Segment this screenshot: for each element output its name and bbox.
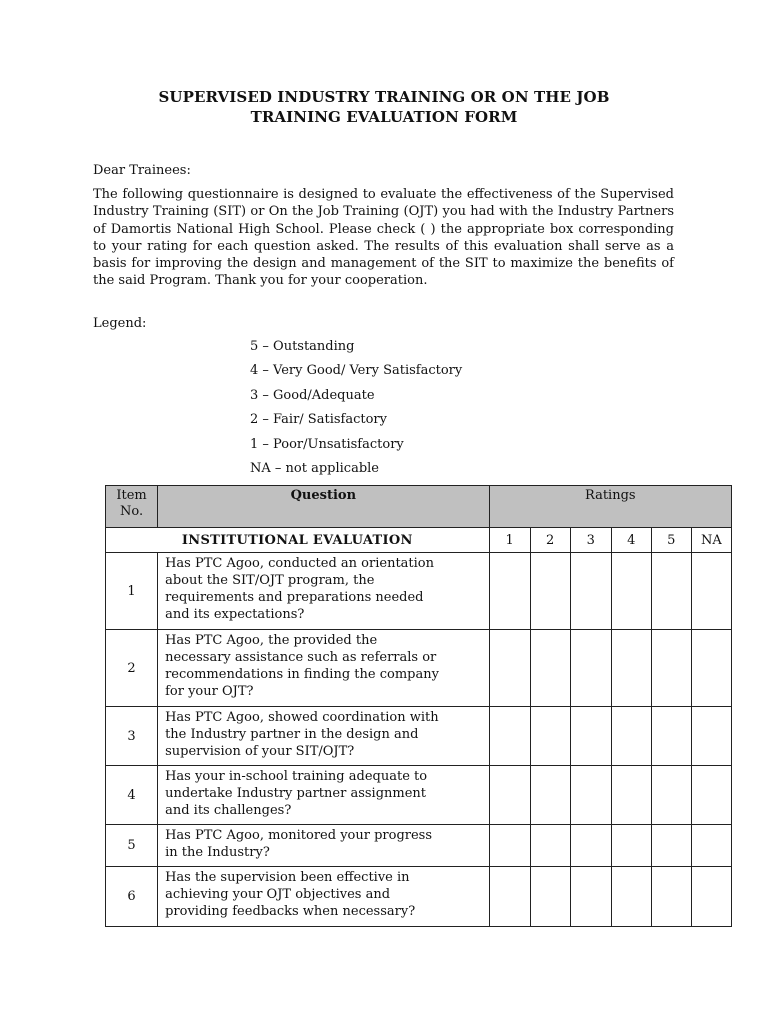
rating-box-3[interactable]	[570, 553, 611, 630]
rating-box-1[interactable]	[489, 867, 530, 927]
table-row	[106, 553, 732, 630]
question-line: Has the supervision been effective in	[165, 870, 410, 885]
rating-box-4[interactable]	[611, 707, 651, 766]
rating-box-1[interactable]	[489, 553, 530, 630]
rating-col-2: 2	[530, 528, 570, 553]
question-line: in the Industry?	[165, 845, 270, 860]
item-number: 1	[106, 553, 158, 630]
question-line: necessary assistance such as referrals or	[165, 650, 437, 665]
question-line: undertake Industry partner assignment	[165, 786, 427, 801]
question-line: supervision of your SIT/OJT?	[165, 744, 355, 759]
rating-box-1[interactable]	[489, 630, 530, 707]
rating-box-3[interactable]	[570, 825, 611, 867]
rating-box-5[interactable]	[651, 825, 691, 867]
legend-item: 2 – Fair/ Satisfactory	[250, 412, 387, 428]
question-line: and its expectations?	[165, 607, 305, 622]
rating-col-4: 4	[611, 528, 651, 553]
table-row	[106, 867, 732, 927]
section-title: INSTITUTIONAL EVALUATION	[106, 528, 490, 553]
rating-box-5[interactable]	[651, 553, 691, 630]
rating-box-2[interactable]	[530, 707, 570, 766]
rating-box-5[interactable]	[651, 867, 691, 927]
section-row	[106, 528, 732, 553]
rating-box-4[interactable]	[611, 825, 651, 867]
item-number: 6	[106, 867, 158, 927]
evaluation-table	[105, 485, 732, 927]
item-number: 4	[106, 766, 158, 825]
table-header-row	[106, 486, 732, 528]
rating-box-5[interactable]	[651, 766, 691, 825]
form-title-line-2: TRAINING EVALUATION FORM	[250, 108, 518, 126]
question-line: providing feedbacks when necessary?	[165, 904, 416, 919]
table-row	[106, 825, 732, 867]
form-title	[92, 87, 676, 127]
header-no-label: No.	[119, 504, 144, 519]
item-number: 2	[106, 630, 158, 707]
question-line: recommendations in finding the company	[165, 667, 439, 682]
question-text	[158, 825, 490, 867]
rating-box-na[interactable]	[691, 766, 731, 825]
table-row	[106, 630, 732, 707]
rating-box-5[interactable]	[651, 707, 691, 766]
rating-box-2[interactable]	[530, 553, 570, 630]
legend-label: Legend:	[93, 316, 147, 331]
question-text	[158, 867, 490, 927]
rating-box-2[interactable]	[530, 766, 570, 825]
legend-list	[250, 338, 462, 484]
legend-item: 1 – Poor/Unsatisfactory	[250, 436, 404, 452]
legend-item: NA – not applicable	[250, 460, 379, 476]
intro-paragraph: The following questionnaire is designed to evaluate the effectiveness of the Supervised Industry Training (SIT) or On the Job Training (OJT) you had with the Industry Partners of Damortis National High School. Please check ( ) the appropriate box corresponding to your rating for each question asked. The results of this evaluation shall serve as a basis for improving the design and management of the SIT to maximize the benefits of the said Program. Thank you for your cooperation.	[93, 187, 674, 289]
salutation: Dear Trainees:	[93, 163, 191, 178]
rating-box-4[interactable]	[611, 553, 651, 630]
question-line: and its challenges?	[165, 803, 292, 818]
rating-box-2[interactable]	[530, 825, 570, 867]
legend-item: 5 – Outstanding	[250, 339, 355, 354]
legend-item: 3 – Good/Adequate	[250, 387, 375, 403]
rating-box-na[interactable]	[691, 630, 731, 707]
rating-box-5[interactable]	[651, 630, 691, 707]
question-line: the Industry partner in the design and	[165, 727, 419, 742]
rating-box-4[interactable]	[611, 766, 651, 825]
rating-col-1: 1	[489, 528, 530, 553]
header-item-no	[106, 486, 158, 528]
rating-box-4[interactable]	[611, 867, 651, 927]
question-text	[158, 707, 490, 766]
question-line: Has PTC Agoo, conducted an orientation	[165, 556, 434, 571]
question-text	[158, 766, 490, 825]
rating-box-1[interactable]	[489, 707, 530, 766]
rating-box-3[interactable]	[570, 766, 611, 825]
question-text	[158, 630, 490, 707]
rating-box-1[interactable]	[489, 766, 530, 825]
item-number: 3	[106, 707, 158, 766]
header-question: Question	[158, 486, 490, 528]
table-row	[106, 766, 732, 825]
rating-box-na[interactable]	[691, 553, 731, 630]
rating-box-3[interactable]	[570, 630, 611, 707]
rating-col-na: NA	[691, 528, 731, 553]
legend-item: 4 – Very Good/ Very Satisfactory	[250, 363, 463, 379]
question-line: achieving your OJT objectives and	[165, 887, 391, 902]
question-line: Has PTC Agoo, showed coordination with	[165, 710, 439, 725]
question-line: Has your in-school training adequate to	[165, 769, 428, 784]
rating-box-na[interactable]	[691, 867, 731, 927]
header-ratings: Ratings	[489, 486, 731, 528]
question-text	[158, 553, 490, 630]
rating-box-1[interactable]	[489, 825, 530, 867]
question-line: requirements and preparations needed	[165, 590, 424, 605]
rating-col-5: 5	[651, 528, 691, 553]
rating-box-na[interactable]	[691, 707, 731, 766]
rating-box-4[interactable]	[611, 630, 651, 707]
rating-box-3[interactable]	[570, 867, 611, 927]
rating-box-3[interactable]	[570, 707, 611, 766]
question-line: Has PTC Agoo, the provided the	[165, 633, 378, 648]
header-item-label: Item	[116, 488, 147, 503]
rating-col-3: 3	[570, 528, 611, 553]
form-title-line-1: SUPERVISED INDUSTRY TRAINING OR ON THE JOB	[158, 88, 610, 106]
rating-box-2[interactable]	[530, 867, 570, 927]
question-line: for your OJT?	[165, 684, 254, 699]
question-line: Has PTC Agoo, monitored your progress	[165, 828, 433, 843]
item-number: 5	[106, 825, 158, 867]
table-row	[106, 707, 732, 766]
rating-box-2[interactable]	[530, 630, 570, 707]
rating-box-na[interactable]	[691, 825, 731, 867]
question-line: about the SIT/OJT program, the	[165, 573, 375, 588]
